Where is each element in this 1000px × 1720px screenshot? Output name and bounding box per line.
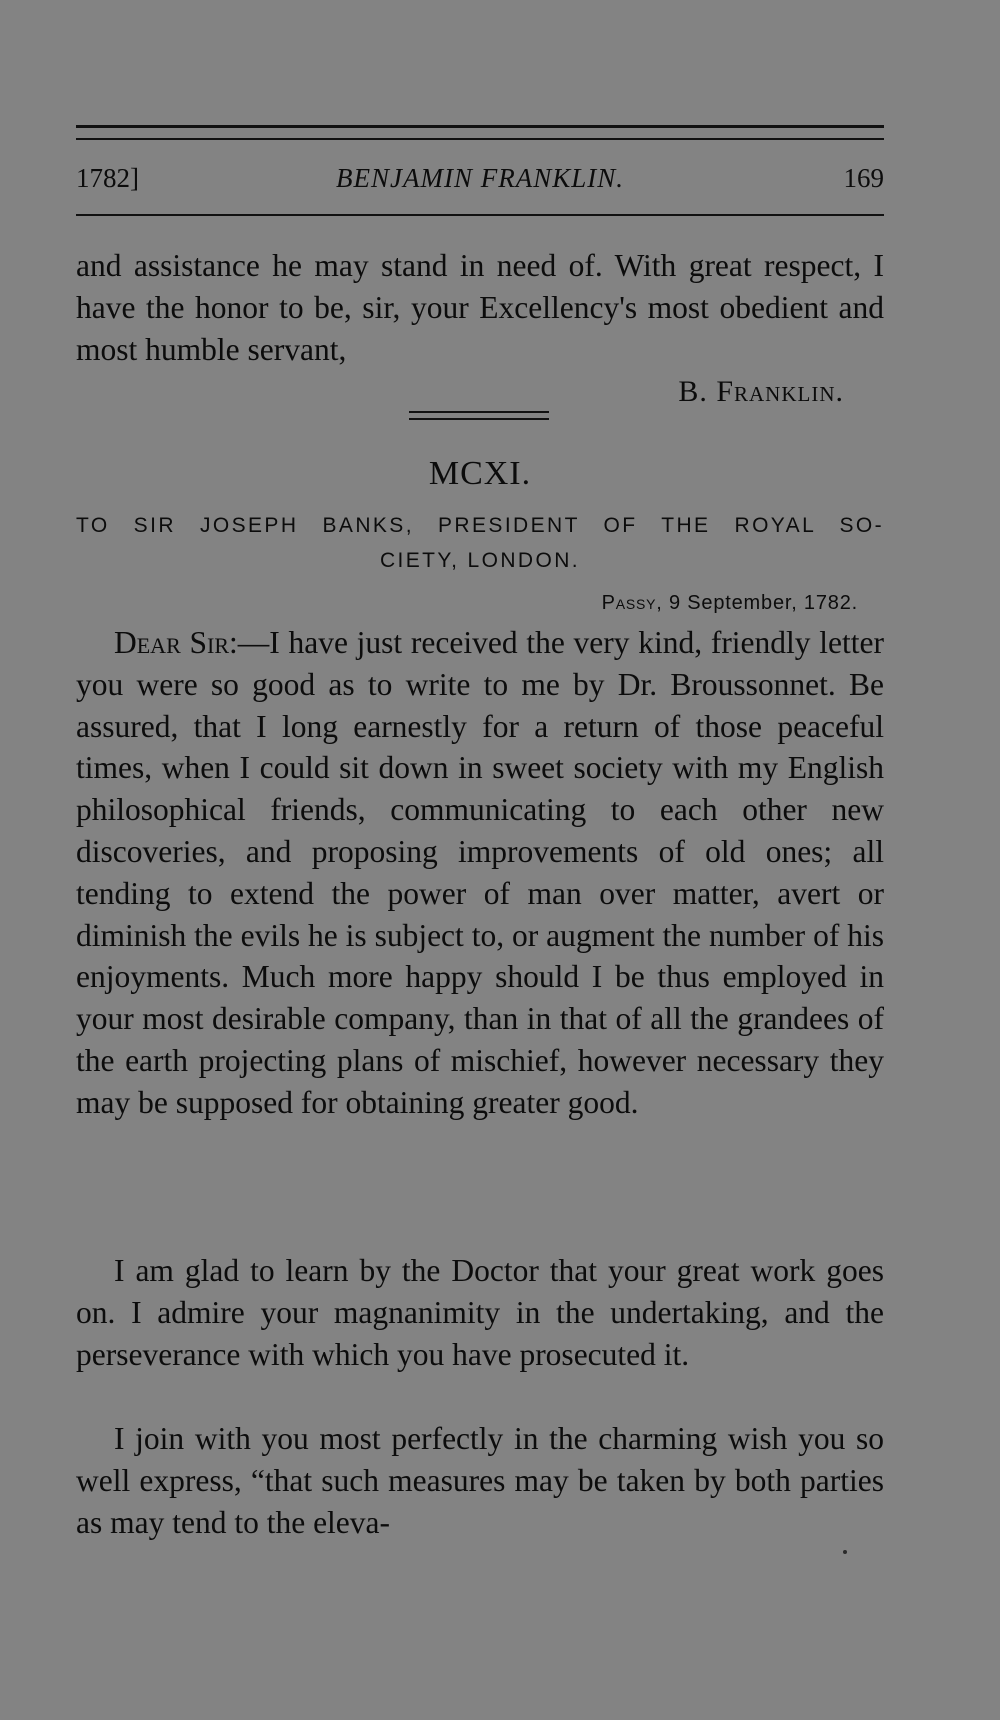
letter-paragraph-1 [76,622,884,1124]
letter-paragraph-3 [76,1418,884,1543]
salutation-punctuation: :— [229,625,270,660]
letter-place-date [602,588,858,618]
letter-paragraph-2 [76,1250,884,1375]
page-number: 169 [843,163,884,193]
previous-letter-signature: B. Franklin. [678,375,844,408]
paragraph-2-text: I am glad to learn by the Doctor that your great work goes on. I admire your magnanimity in the undertaking, and the perseverance with which you have prosecuted it. [76,1253,884,1372]
letter-number: MCXI. [428,455,532,492]
section-divider-second [409,418,549,420]
header-rule-bottom [76,214,884,216]
salutation: Dear Sir [114,625,229,660]
paper-speck [843,1550,847,1554]
header-rule-top [76,125,884,128]
section-divider [409,411,549,413]
running-title: BENJAMIN FRANKLIN. [336,163,624,193]
recipient-line-1: TO SIR JOSEPH BANKS, PRESIDENT OF THE ROYAL SO- [76,514,884,537]
paragraph-1-text: I have just received the very kind, friendly letter you were so good as to write to me by Dr. Broussonnet. Be assured, that I long earnestly for a return of those peaceful times, when I could sit down in sweet society with my English philosophical friends, communicating to each other new discoveries, and proposing improvements of old ones; all tending to extend the power of man over matter, avert or diminish the evils he is subject to, or augment the number of his enjoyments. Much more happy should I be thus employed in your most desirable company, than in that of all the grandees of the earth projecting plans of mischief, however necessary they may be supposed for obtaining greater good. [76,625,884,1120]
running-year: 1782] [76,163,139,193]
paragraph-3-text: I join with you most perfectly in the charming wish you so well express, “that such measures may be taken by both parties as may tend to the eleva- [76,1421,884,1540]
running-header [76,160,884,196]
recipient-line-2: CIETY, LONDON. [379,549,581,572]
letter-date: 9 September, 1782. [669,592,858,614]
previous-letter-closing: and assistance he may stand in need of. With great respect, I have the honor to be, sir, your Excellency's most obedient and most humble servant, [76,248,884,367]
book-page [76,0,884,1720]
letter-place: Passy, [601,592,663,614]
header-rule-top-second [76,138,884,140]
letter-recipient [76,508,884,578]
